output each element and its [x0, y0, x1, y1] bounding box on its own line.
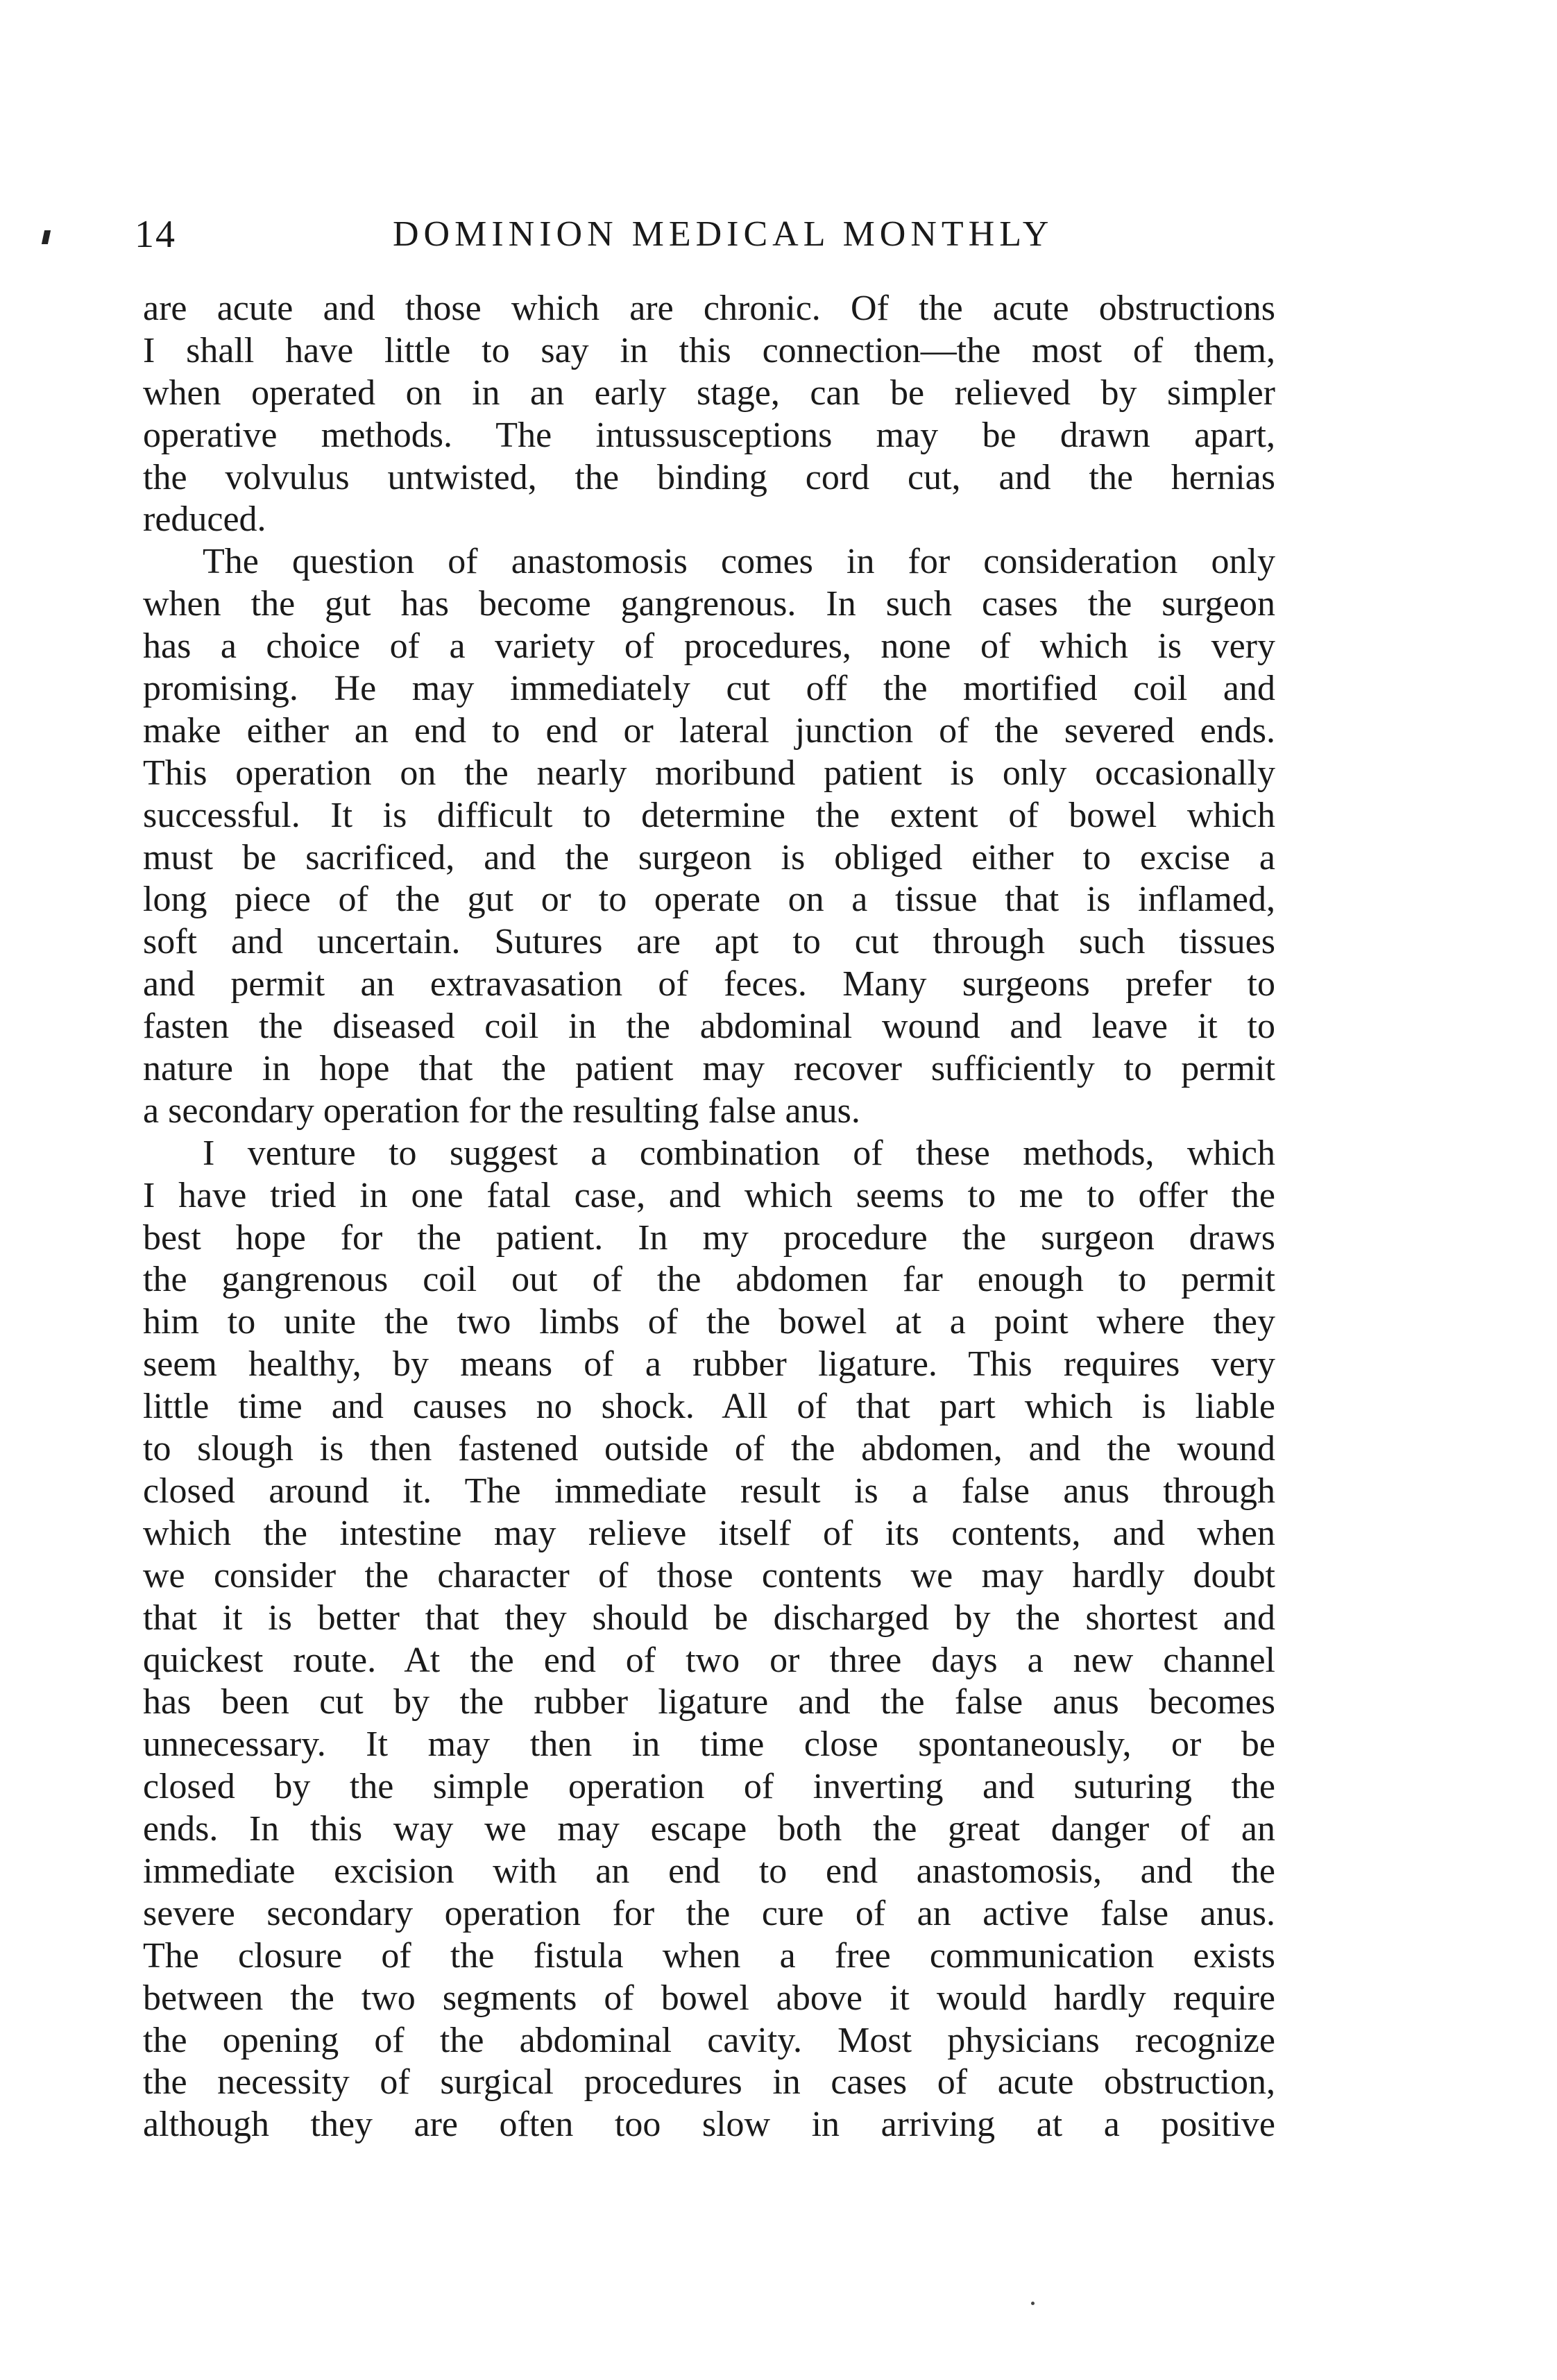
text-line: This operation on the nearly moribund patient is only occasionally [143, 753, 1275, 793]
text-line: the gangrenous coil out of the abdomen far enough to permit [143, 1260, 1275, 1300]
text-line: the opening of the abdominal cavity. Most physicians recognize [143, 2020, 1275, 2060]
text-line: when the gut has become gangrenous. In such cases the surgeon [143, 584, 1275, 624]
text-line: the necessity of surgical procedures in cases of acute obstruction, [143, 2062, 1275, 2103]
running-head [0, 207, 1557, 262]
text-line: seem healthy, by means of a rubber ligature. This requires very [143, 1344, 1275, 1385]
text-line: the volvulus untwisted, the binding cord cut, and the hernias [143, 457, 1275, 497]
text-line: him to unite the two limbs of the bowel at a point where they [143, 1302, 1275, 1342]
text-line: nature in hope that the patient may recover sufficiently to permit [143, 1049, 1275, 1089]
text-line: successful. It is difficult to determine the extent of bowel which [143, 795, 1275, 835]
text-line: immediate excision with an end to end anastomosis, and the [143, 1851, 1275, 1891]
text-line: make either an end to end or lateral junction of the severed ends. [143, 710, 1275, 751]
text-line: must be sacrificed, and the surgeon is obliged either to excise a [143, 837, 1275, 877]
paragraph-start-line: I venture to suggest a combination of these methods, which [203, 1133, 1275, 1173]
text-line: although they are often too slow in arriving at a positive [143, 2105, 1275, 2145]
text-line: between the two segments of bowel above it would hardly require [143, 1978, 1275, 2018]
text-line: to slough is then fastened outside of the abdomen, and the wound [143, 1429, 1275, 1469]
text-line: are acute and those which are chronic. Of the acute obstructions [143, 289, 1275, 328]
text-line: which the intestine may relieve itself of its contents, and when [143, 1513, 1275, 1553]
text-line: little time and causes no shock. All of that part which is liable [143, 1387, 1275, 1427]
text-line: fasten the diseased coil in the abdominal wound and leave it to [143, 1007, 1275, 1047]
text-line: that it is better that they should be discharged by the shortest and [143, 1598, 1275, 1638]
page-number: 14 [135, 213, 176, 256]
text-line: quickest route. At the end of two or three days a new channel [143, 1640, 1275, 1680]
text-line: promising. He may immediately cut off the mortified coil and [143, 669, 1275, 709]
text-line: long piece of the gut or to operate on a tissue that is inflamed, [143, 880, 1275, 920]
text-line: and permit an extravasation of feces. Many surgeons prefer to [143, 964, 1275, 1004]
text-line: has been cut by the rubber ligature and the false anus becomes [143, 1682, 1275, 1722]
text-line: closed around it. The immediate result is a false anus through [143, 1471, 1275, 1511]
body-text [143, 288, 1275, 2146]
text-line: ends. In this way we may escape both the great danger of an [143, 1809, 1275, 1849]
text-line: unnecessary. It may then in time close spontaneously, or be [143, 1724, 1275, 1765]
paragraph-start-line: The question of anastomosis comes in for consideration only [203, 542, 1275, 582]
text-line: has a choice of a variety of procedures, none of which is very [143, 626, 1275, 667]
text-line: reduced. [143, 499, 266, 540]
journal-title: DOMINION MEDICAL MONTHLY [393, 214, 1054, 254]
text-line: when operated on in an early stage, can be relieved by simpler [143, 373, 1275, 413]
text-line: I shall have little to say in this connection—the most of them, [143, 330, 1275, 370]
text-line: soft and uncertain. Sutures are apt to cut through such tissues [143, 922, 1275, 962]
text-line: I have tried in one fatal case, and which seems to me to offer the [143, 1175, 1275, 1215]
text-line: we consider the character of those contents we may hardly doubt [143, 1555, 1275, 1595]
text-line: The closure of the fistula when a free communication exists [143, 1935, 1275, 1976]
text-line: severe secondary operation for the cure of an active false anus. [143, 1893, 1275, 1933]
text-line: a secondary operation for the resulting false anus. [143, 1090, 860, 1131]
text-line: closed by the simple operation of inverting and suturing the [143, 1767, 1275, 1807]
text-line: operative methods. The intussusceptions may be drawn apart, [143, 415, 1275, 455]
text-line: best hope for the patient. In my procedure the surgeon draws [143, 1217, 1275, 1258]
print-speck [1031, 2302, 1035, 2305]
